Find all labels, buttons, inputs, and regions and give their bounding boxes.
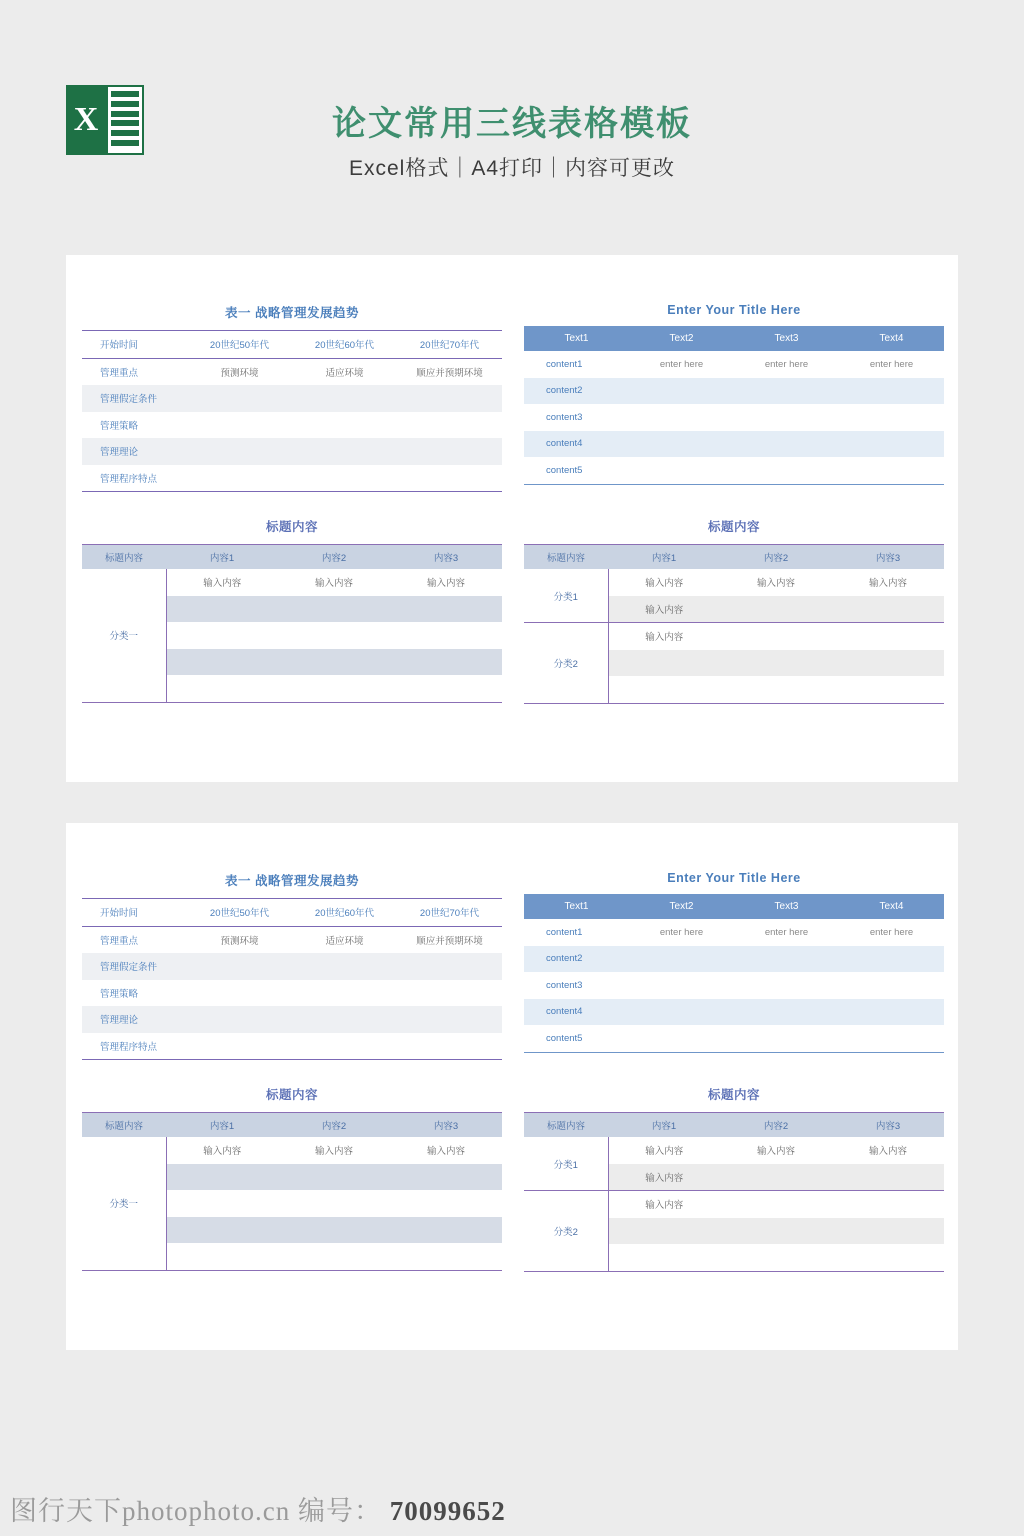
table-row: 管理假定条件 [82,385,502,412]
header-cell: Text3 [734,326,839,351]
header-cell: 标题内容 [524,545,608,570]
table-row: 管理程序特点 [100,1041,158,1053]
header-cell: 开始时间 [100,340,139,352]
header-cell: 内容1 [608,1113,720,1138]
table-row: 分类2 输入内容 [524,623,944,650]
category-table [524,544,944,704]
header-cell: 标题内容 [82,545,166,570]
table-row: content2 [524,946,944,973]
watermark-number: 70099652 [389,1496,506,1526]
table-row: content3 [546,979,583,991]
header-cell: Text2 [629,326,734,351]
header-cell: 内容1 [608,545,720,570]
table-row: 分类一 输入内容 输入内容 输入内容 [82,1137,502,1164]
header-cell: 内容1 [166,1113,278,1138]
header-cell: 内容2 [720,1113,832,1138]
table-header-row [524,545,944,570]
table-row: 管理重点 预测环境 适应环境 顺应并预期环境 [100,367,483,379]
table-header-row [524,1113,944,1138]
table-row: 分类1 输入内容 输入内容 输入内容 [524,569,944,596]
watermark-site: 图行天下photophoto.cn 编号： [10,1496,382,1526]
sheet-page-2 [66,823,958,1350]
panel-top-left-2 [82,871,502,1060]
header-cell: 20世纪60年代 [314,908,375,920]
table-row: 输入内容 [524,1164,944,1191]
panel-caption: 标题内容 [265,1088,318,1102]
panel-caption: 表一 战略管理发展趋势 [225,874,359,888]
header-cell: Text1 [524,894,629,919]
category-cell: 分类1 [524,569,608,623]
header-cell: 20世纪70年代 [419,340,480,352]
blue-header-table [524,326,944,485]
table-header-row [82,1113,502,1138]
panel-caption: Enter Your Title Here [667,303,801,317]
table-row: 分类2 输入内容 [524,1191,944,1218]
table-row: 管理理论 [82,438,502,465]
table-row: content4 [524,999,944,1026]
panel-top-left-1 [82,303,502,492]
panel-caption: 标题内容 [707,520,760,534]
header-cell: 开始时间 [100,908,139,920]
table-header-row [82,545,502,570]
excel-logo-letter: X [66,85,106,155]
panel-bottom-left-2 [82,1085,502,1271]
category-cell: 分类一 [82,1137,166,1270]
header-cell: 内容3 [390,545,502,570]
table-header-row [82,331,502,359]
page-subtitle: Excel格式｜A4打印｜内容可更改 [348,157,676,180]
table-row: 输入内容 [524,596,944,623]
panel-top-right-1 [524,303,944,485]
page-header [0,0,1024,210]
table-row: content4 [524,431,944,458]
blue-header-table [524,894,944,1053]
header-cell: 内容2 [278,1113,390,1138]
watermark-footer [0,1489,1024,1528]
header-cell: 内容3 [832,1113,944,1138]
header-cell: 内容3 [832,545,944,570]
header-cell: 标题内容 [524,1113,608,1138]
table-header-row [524,326,944,351]
header-cell: Text4 [839,894,944,919]
header-cell: Text2 [629,894,734,919]
panel-caption: 标题内容 [265,520,318,534]
panel-bottom-right-2 [524,1085,944,1272]
panel-bottom-right-1 [524,517,944,704]
table-row: content3 [546,411,583,423]
panel-caption: 标题内容 [707,1088,760,1102]
header-cell: 标题内容 [82,1113,166,1138]
table-row: 管理策略 [100,988,139,1000]
table-row: content5 [546,1032,583,1044]
table-row: content1 enter here enter here enter here [546,926,914,938]
header-cell: 内容2 [720,545,832,570]
table-row: content1 enter here enter here enter here [546,358,914,370]
category-table [82,1112,502,1271]
category-table [82,544,502,703]
table-row: 分类1 输入内容 输入内容 输入内容 [524,1137,944,1164]
page-title: 论文常用三线表格模板 [332,105,692,143]
panel-caption: 表一 战略管理发展趋势 [225,306,359,320]
table-row: content5 [546,464,583,476]
header-cell: Text3 [734,894,839,919]
category-cell: 分类一 [82,569,166,702]
header-cell: 内容2 [278,545,390,570]
table-row: content2 [524,378,944,405]
table-header-row [524,894,944,919]
table-row: 管理重点 预测环境 适应环境 顺应并预期环境 [100,935,483,947]
three-line-table [82,330,502,492]
header-cell: Text4 [839,326,944,351]
header-cell: Text1 [524,326,629,351]
panel-bottom-left-1 [82,517,502,703]
header-cell: 内容1 [166,545,278,570]
category-table [524,1112,944,1272]
category-cell: 分类1 [524,1137,608,1191]
header-cell: 20世纪70年代 [419,908,480,920]
header-cell: 20世纪50年代 [209,340,270,352]
header-cell: 20世纪60年代 [314,340,375,352]
three-line-table [82,898,502,1060]
table-header-row [82,899,502,927]
category-cell: 分类2 [524,1191,608,1272]
table-row: 管理理论 [82,1006,502,1033]
table-row: 管理假定条件 [82,953,502,980]
category-cell: 分类2 [524,623,608,704]
table-row: 分类一 输入内容 输入内容 输入内容 [82,569,502,596]
table-row: 管理策略 [100,420,139,432]
panel-top-right-2 [524,871,944,1053]
table-row: 管理程序特点 [100,473,158,485]
sheet-page-1 [66,255,958,782]
panel-caption: Enter Your Title Here [667,871,801,885]
header-cell: 20世纪50年代 [209,908,270,920]
header-cell: 内容3 [390,1113,502,1138]
